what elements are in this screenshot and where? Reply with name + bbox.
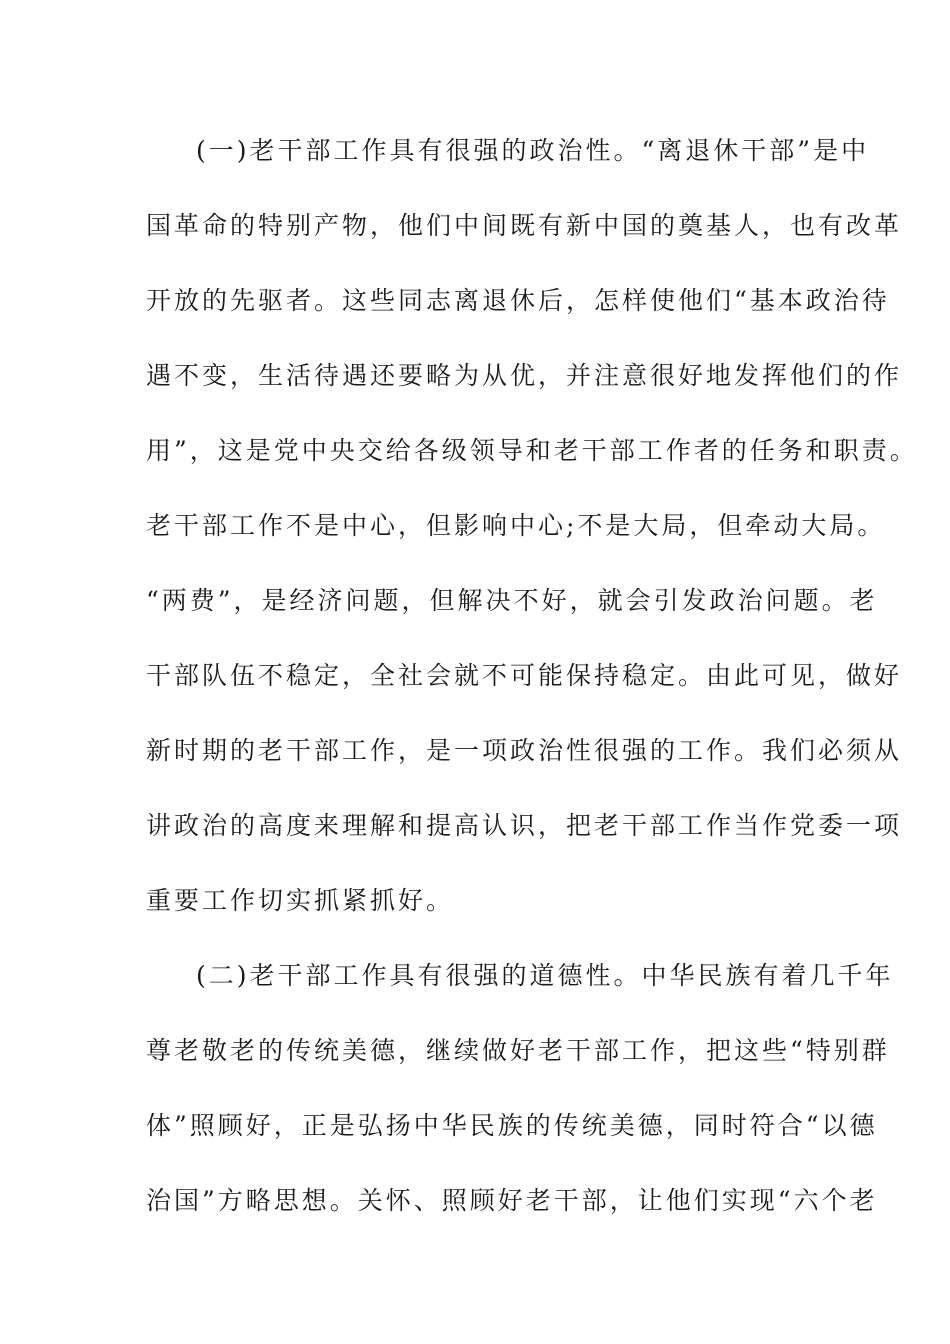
paragraph-2-line-2: 尊老敬老的传统美德，继续做好老干部工作，把这些“特别群	[146, 1036, 890, 1065]
paragraph-1-line-11: 重要工作切实抓紧抓好。	[146, 886, 455, 915]
paragraph-1-line-3: 开放的先驱者。这些同志离退休后，怎样使他们“基本政治待	[146, 286, 890, 315]
paragraph-1-line-9: 新时期的老干部工作，是一项政治性很强的工作。我们必须从	[146, 736, 903, 765]
paragraph-1-line-10: 讲政治的高度来理解和提高认识，把老干部工作当作党委一项	[146, 811, 903, 840]
paragraph-1-line-5: 用”，这是党中央交给各级领导和老干部工作者的任务和职责。	[146, 436, 918, 465]
paragraph-1-line-4: 遇不变，生活待遇还要略为从优，并注意很好地发挥他们的作	[146, 361, 903, 390]
paragraph-1-line-8: 干部队伍不稳定，全社会就不可能保持稳定。由此可见，做好	[146, 661, 903, 690]
paragraph-1-line-7: “两费”，是经济问题，但解决不好，就会引发政治问题。老	[146, 586, 878, 615]
paragraph-1-line-2: 国革命的特别产物，他们中间既有新中国的奠基人，也有改革	[146, 211, 903, 240]
paragraph-2-line-4: 治国”方略思想。关怀、照顾好老干部，让他们实现“六个老	[146, 1186, 878, 1215]
paragraph-1-line-6: 老干部工作不是中心，但影响中心;不是大局，但牵动大局。	[146, 511, 886, 540]
paragraph-2-line-1: (二)老干部工作具有很强的道德性。中华民族有着几千年	[196, 961, 894, 990]
paragraph-1-line-1: (一)老干部工作具有很强的政治性。“离退休干部”是中	[196, 136, 870, 165]
paragraph-2-line-3: 体”照顾好，正是弘扬中华民族的传统美德，同时符合“以德	[146, 1111, 878, 1140]
